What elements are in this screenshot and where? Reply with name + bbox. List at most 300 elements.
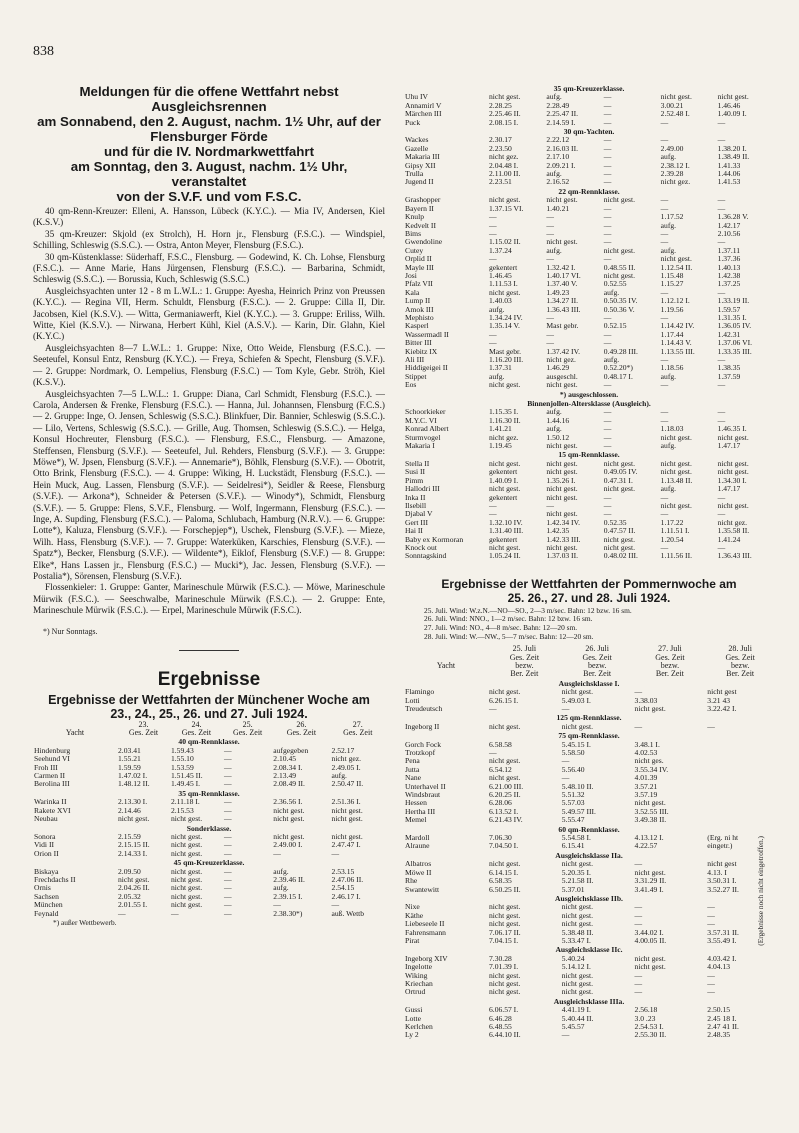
yacht-name: Vidi II bbox=[34, 841, 54, 850]
result-cell: — bbox=[489, 509, 497, 519]
result-cell: 1.37.36 bbox=[717, 254, 741, 264]
result-cell: nicht gest. bbox=[118, 874, 150, 884]
result-cell: 0.49.28 III. bbox=[603, 346, 638, 356]
result-cell bbox=[706, 766, 774, 774]
result-cell: 5.55.47 bbox=[561, 815, 585, 825]
result-cell: 0.52.20*) bbox=[603, 363, 633, 373]
yacht-name: Knock out bbox=[405, 543, 437, 552]
result-cell: — bbox=[634, 859, 643, 869]
result-cell: 1.37.25 bbox=[717, 279, 741, 289]
result-cell: — bbox=[489, 703, 497, 713]
result-cell: 1.42.33 III. bbox=[546, 534, 581, 544]
result-cell: — bbox=[717, 509, 726, 519]
result-cell: — bbox=[603, 500, 612, 510]
result-cell: 1.11.51 I. bbox=[660, 526, 690, 536]
result-cell: 4.01.39 bbox=[634, 773, 658, 783]
yacht-name: Bayern II bbox=[405, 204, 434, 213]
date-header: 26. bbox=[296, 719, 307, 729]
result-cell: — bbox=[717, 117, 726, 127]
yacht-name: Frechdachs II bbox=[34, 875, 76, 884]
result-cell: 4.00.05 II. bbox=[634, 935, 667, 945]
result-cell: 1.49.23 bbox=[546, 287, 570, 297]
result-cell: — bbox=[223, 814, 232, 824]
result-cell: 1.42.31 bbox=[717, 329, 741, 339]
yacht-name: Sonntagskind bbox=[405, 552, 447, 561]
yacht-name: Sachsen bbox=[34, 892, 59, 901]
result-cell: — bbox=[660, 509, 669, 519]
table-row bbox=[404, 937, 774, 945]
yacht-name: Ingelotte bbox=[405, 963, 432, 972]
result-cell: nicht gest. bbox=[170, 866, 203, 876]
result-cell: — bbox=[223, 745, 232, 755]
yacht-name: Ortrud bbox=[405, 988, 426, 997]
title-line: Ergebnisse der Wettfahrten der Münchener Woche am bbox=[48, 692, 370, 707]
result-cell: 1.50.12 bbox=[546, 432, 570, 442]
result-cell bbox=[706, 816, 774, 824]
table-row bbox=[404, 381, 774, 389]
result-cell: nicht gest. bbox=[546, 380, 578, 390]
result-cell: aufg. bbox=[660, 245, 677, 255]
result-cell: nicht gest. bbox=[561, 910, 593, 920]
result-cell: 1.37.40 V. bbox=[546, 279, 578, 289]
result-cell: nicht gest. bbox=[603, 542, 635, 552]
result-cell: 2.15.59 bbox=[118, 831, 141, 841]
result-cell: 1.37.59 bbox=[717, 371, 741, 381]
result-cell: 2.39.46 II. bbox=[273, 874, 305, 884]
result-cell: — bbox=[717, 203, 726, 213]
result-cell: — bbox=[660, 287, 669, 297]
result-cell: nicht gest. bbox=[331, 831, 363, 841]
yacht-name: Bitter III bbox=[405, 339, 432, 348]
result-cell: 1.12.54 II. bbox=[660, 262, 693, 272]
result-cell: 1.15.48 bbox=[660, 270, 684, 280]
result-cell: 0.48.55 II. bbox=[603, 262, 636, 272]
result-cell: 1.32.10 IV. bbox=[489, 517, 523, 527]
result-cell: — bbox=[603, 441, 612, 451]
result-cell: 3.31.29 II. bbox=[634, 876, 667, 886]
result-cell: 4.04.13 bbox=[707, 962, 731, 972]
result-cell: — bbox=[223, 762, 232, 772]
result-cell: 2.46.17 I. bbox=[331, 891, 361, 901]
result-cell: 2.23.51 bbox=[489, 177, 512, 187]
result-cell: 2.56.18 bbox=[634, 1005, 658, 1015]
table-row bbox=[404, 178, 774, 186]
result-cell: 2.51.36 I. bbox=[331, 797, 361, 807]
result-cell: — bbox=[223, 771, 232, 781]
result-cell: 5.14.12 I. bbox=[561, 962, 591, 972]
result-cell: 0.47.57 II. bbox=[603, 526, 636, 536]
result-cell: — bbox=[489, 212, 497, 222]
result-cell: 3.41.49 I. bbox=[634, 884, 664, 894]
entry-paragraph: Ausgleichsyachten unter 12 - 8 m L.W.L.: 1. Gruppe: Ayesha, Heinrich Prinz von Preussen (K.Y.C.). — Regina VII, Herm. Schuldt, Flensburg (F.S.C.). — 2. Gruppe: Cilla II, Dir. Jacobsen, Kiel (K.S.V.). — Witta, Germaniawerft, Kiel (K.Y.C.). — 3. Gruppe: Eriliss, Wilh. Witte, Kiel (K.S.V.). — Nirwana, Herbert Kühl, Kiel (A.S.V.). — Karin, Dir. Glahn, Kiel (K.Y.C.) bbox=[33, 285, 385, 342]
sub-header: bezw. bbox=[587, 660, 607, 670]
result-cell: 1.40.21 bbox=[546, 203, 570, 213]
result-cell: 3.52.27 II. bbox=[707, 884, 739, 894]
result-cell: nicht gest. bbox=[546, 195, 578, 205]
result-cell: nicht gest. bbox=[546, 441, 578, 451]
result-cell: — bbox=[717, 355, 726, 364]
result-cell: 6.21.43 IV. bbox=[489, 815, 523, 825]
result-cell: — bbox=[717, 195, 726, 205]
result-cell: nicht gez. bbox=[331, 754, 362, 764]
result-cell: 1.38.49 II. bbox=[717, 152, 750, 162]
result-cell: 0.50.35 IV. bbox=[603, 296, 638, 306]
wind-line: 25. Juli. Wind: W.z.N.—NO—SO., 2—3 m/sec. Bahn: 12 bzw. 16 sm. bbox=[424, 605, 632, 615]
class-heading: Ausgleichsklasse I. bbox=[558, 678, 620, 688]
result-cell: nicht gest. bbox=[489, 484, 521, 494]
result-cell: 1.19.45 bbox=[489, 441, 512, 451]
result-cell: 3.22.42 I. bbox=[707, 703, 737, 713]
result-cell: 6.44.10 II. bbox=[489, 1030, 521, 1040]
result-cell: — bbox=[660, 542, 669, 552]
result-cell: 2.04.26 II. bbox=[118, 883, 150, 893]
title-line: am Sonnabend, den 2. August, nachm. 1½ Uhr, auf der bbox=[37, 114, 381, 129]
result-cell: — bbox=[603, 237, 612, 247]
result-cell: — bbox=[634, 721, 643, 731]
result-cell: nicht gest. bbox=[170, 900, 203, 910]
result-cell: 1.42.38 bbox=[717, 270, 741, 280]
result-cell: — bbox=[603, 415, 612, 425]
result-cell: 7.04.50 I. bbox=[489, 841, 519, 851]
result-cell: nicht gez. bbox=[660, 177, 691, 187]
result-cell: 1.38.35 bbox=[717, 363, 741, 373]
result-cell: nicht gest. bbox=[603, 195, 635, 205]
result-cell: 1.42.35 bbox=[546, 526, 570, 536]
result-cell: nicht gest. bbox=[546, 542, 578, 552]
result-cell: 7.01.39 I. bbox=[489, 962, 519, 972]
result-cell: 2.45 18 I. bbox=[707, 1013, 737, 1023]
entry-paragraph: 35 qm-Kreuzer: Skjold (ex Strolch), H. Horn jr., Flensburg (F.S.C.). — Windspiel, Schilling, Schleswig (S.S.C.). — Ostra, Anton Meyer, Flensburg (F.S.C.). bbox=[33, 228, 385, 251]
result-cell: nicht gest. bbox=[717, 432, 749, 442]
pommern-title bbox=[404, 577, 774, 605]
yacht-header: Yacht bbox=[65, 728, 85, 738]
result-cell: — bbox=[660, 355, 669, 364]
result-cell: aufg. bbox=[546, 169, 562, 179]
result-cell: 1.46.46 bbox=[717, 100, 741, 110]
result-cell: nicht gest. bbox=[170, 883, 203, 893]
result-cell: 2.08.49 II. bbox=[273, 779, 305, 789]
result-cell: nicht gest. bbox=[170, 891, 203, 901]
result-cell: — bbox=[717, 237, 726, 247]
result-cell: 6.14.15 I. bbox=[489, 867, 519, 877]
yacht-name: Makaria III bbox=[405, 153, 440, 162]
result-cell: 0.47.31 I. bbox=[603, 475, 633, 485]
result-cell: — bbox=[223, 848, 232, 858]
result-cell: 6.58.35 bbox=[489, 876, 512, 886]
result-cell: 1.35.58 II. bbox=[717, 526, 750, 536]
table-row bbox=[33, 850, 385, 858]
result-cell: 2.39.28 bbox=[660, 169, 684, 179]
result-cell: nicht gest. bbox=[489, 919, 521, 929]
result-cell: 5.54.58 I. bbox=[561, 833, 591, 843]
class-heading: 15 qm-Rennklasse. bbox=[558, 450, 620, 460]
yacht-name: Biskaya bbox=[34, 867, 59, 876]
entry-paragraph: Flossenkieler: 1. Gruppe: Ganter, Marineschule Mürwik (F.S.C.). — Möwe, Marineschule Mürwik (F.S.C.). — Seeschwalbe, Marineschule Mürwik (F.S.C.). — 2. Gruppe: Ente, Marineschule Mürwik (F.S.C.). — Erpel, Marineschule Mürwik (F.S.C.). bbox=[33, 582, 385, 616]
yacht-name: Gussi bbox=[405, 1006, 423, 1015]
result-cell: nicht gest. bbox=[489, 859, 521, 869]
result-cell: nicht gest. bbox=[561, 919, 593, 929]
result-cell: 5.49.57 III. bbox=[561, 806, 596, 816]
table-row bbox=[404, 816, 774, 824]
result-cell: — bbox=[489, 329, 497, 339]
result-cell: 2.54.53 I. bbox=[634, 1022, 664, 1031]
result-cell: — bbox=[717, 287, 726, 297]
result-cell: 1.46.35 I. bbox=[717, 424, 747, 434]
result-cell: nicht gest. bbox=[634, 798, 666, 808]
yacht-name: Berolina III bbox=[34, 780, 70, 789]
result-cell: — bbox=[603, 212, 612, 222]
yacht-name: Mayle III bbox=[405, 263, 434, 272]
result-cell: 1.16.20 III. bbox=[489, 355, 524, 364]
result-cell: 2.13.49 bbox=[273, 771, 297, 781]
date-header: 25. bbox=[242, 719, 253, 729]
yacht-name: Jugend II bbox=[405, 178, 434, 187]
result-cell: nicht gest. bbox=[717, 500, 749, 510]
result-cell: 1.31.40 III. bbox=[489, 526, 524, 536]
yacht-name: Ingeborg XIV bbox=[405, 954, 448, 963]
result-cell: 1.33.19 II. bbox=[717, 296, 750, 306]
yacht-name: Cutey bbox=[405, 246, 424, 255]
result-cell: aufg. bbox=[546, 92, 562, 102]
date-header: 28. Juli bbox=[728, 644, 752, 654]
yacht-name: Bims bbox=[405, 229, 422, 238]
yacht-name: Hiddigeigei II bbox=[405, 364, 448, 373]
class-heading: *) ausgeschlossen. bbox=[559, 389, 619, 399]
result-cell: 1.47.02 I. bbox=[118, 771, 148, 781]
result-cell: — bbox=[634, 978, 643, 988]
yacht-name: Froh III bbox=[34, 763, 58, 772]
result-cell: aufg. bbox=[660, 371, 677, 381]
result-cell: — bbox=[223, 866, 232, 876]
result-cell: — bbox=[561, 703, 570, 713]
result-cell: — bbox=[717, 542, 726, 552]
result-cell: aufg. bbox=[546, 407, 562, 417]
class-heading-row bbox=[404, 390, 774, 399]
result-cell: 2.54.15 bbox=[331, 883, 355, 893]
result-cell: 4.02.53 bbox=[634, 748, 658, 757]
result-cell: 2.11.18 I. bbox=[170, 797, 200, 807]
result-cell: 3.57.19 bbox=[634, 790, 658, 800]
result-cell: — bbox=[634, 919, 643, 929]
yacht-name: Baby ex Kormoran bbox=[405, 535, 464, 544]
sub-header: Ber. Zeit bbox=[583, 669, 612, 679]
result-cell: — bbox=[707, 721, 715, 731]
yacht-name: Wiking bbox=[405, 971, 428, 980]
class-heading: Ausgleichsklasse IIIa. bbox=[553, 996, 625, 1006]
class-heading: 60 qm-Rennklasse. bbox=[558, 824, 620, 834]
yacht-name: Rhe bbox=[405, 877, 418, 886]
muenchen-table-continued bbox=[404, 84, 774, 561]
yacht-name: Kedvelt II bbox=[405, 221, 436, 230]
yacht-name: Möwe II bbox=[405, 868, 432, 877]
table-row bbox=[404, 988, 774, 996]
sub-header: Ges. Zeit bbox=[232, 728, 263, 738]
result-cell: nicht gest. bbox=[561, 721, 593, 731]
result-cell: 7.04.15 I. bbox=[489, 935, 519, 945]
result-cell: 1.05.24 II. bbox=[489, 551, 521, 561]
result-cell: nicht gest. bbox=[603, 534, 635, 544]
pommern-table bbox=[404, 645, 774, 1040]
table-row bbox=[404, 741, 774, 749]
result-cell: gekentert bbox=[489, 534, 518, 544]
title-line: am Sonntag, den 3. August, nachm. 1½ Uhr, veranstaltet bbox=[70, 159, 348, 189]
result-cell: 1.37.24 bbox=[489, 245, 512, 255]
result-cell: 3.00.21 bbox=[660, 100, 684, 110]
sub-header: Ges. Zeit bbox=[725, 652, 755, 662]
entry-paragraph: Ausgleichsyachten 7—5 L.W.L.: 1. Gruppe: Diana, Carl Schmidt, Flensburg (F.S.C.). — Carola, Andersen & Frenke, Flensburg (F.S.C.). — Hanna, Jul. Johannsen, Flensburg (F.C.S.) — 2. Gruppe: Inge, O. Jensen, Schleswig (S.S.C.). Blinkfuer, Dir. Bannier, Schleswig (S.S.C.). — Lilo, Vertens, Schleswig (S.S.C.). — Grille, Aug. Thomsen, Schleswig (S.S.C.). — Helga, Konsul Hochreuter, Flensburg (F.S.C.). — Flensburg, F.S.C., Flensburg. — Amazone, Steffensen, Flensburg (S.V.F.). — Seeteufel, Jul. Rehders, Flensburg (S.V.F.). — 3. Gruppe: Möwe*), W. Jpsen, Flensburg (S.V.F.). — Annemarie*), Böhlk, Flensburg (S.V.F.). — Obotrit, Otto Brink, Flensburg (F.S.C.). — 4. Gruppe: Wiking, H. Luckstädt, Flensburg (F.S.C.). — Hein Muck, Aug. Lassen, Flensburg (S.V.F.). — Seidelresi*), Seidler & Reese, Flensburg (S.V.F.). — Arkona*), Schneider & Petersen (S.V.F.). — Winody*), Schmidt, Flensburg (S.V.F.). — 5. Gruppe: Flens, S.V.F., Flensburg. — Wolf, Ingermann, Flensburg (F.S.C.). — Inge, A. Supding, Flensburg (F.S.C.). — Paloma, Schlubach, Hamburg (N.R.V.). — 6. Gruppe: Lotte*), Kaluza, Flensburg (S.V.F.). — Forschepjep*), Uschek, Flensburg (S.V.F.). — Mieze, Wilh. Hass, Flensburg (S.V.F.). — 7. Gruppe: Waterküken, Karschies, Flensburg (S.V.F.). — Spatz*), Becker, Flensburg (S.V.F.). — Wildente*), Eiklof, Flensburg (S.V.F.) — 8. Gruppe: Elke*, Hans Lassen jr., Flensburg (F.S.C.) — Mucki*), Jac. Jessen, Flensburg (S.V.F.). — Postalia*), Sörensen, Flensburg (S.V.F.). bbox=[33, 388, 385, 581]
table-row bbox=[404, 791, 774, 799]
result-cell: aufg. bbox=[273, 883, 289, 893]
result-cell: 6.26.15 I. bbox=[489, 695, 519, 705]
date-header: 27. Juli bbox=[658, 644, 682, 654]
result-cell: 7.06.17 II. bbox=[489, 927, 521, 937]
result-cell: — bbox=[546, 220, 554, 230]
result-cell: — bbox=[660, 312, 669, 322]
result-cell: 5.57.03 bbox=[561, 798, 585, 808]
result-cell: 5.49.03 I. bbox=[561, 695, 591, 705]
result-cell: 2.09.21 I. bbox=[546, 160, 576, 170]
result-cell: — bbox=[707, 919, 715, 929]
result-cell: 0.50.36 V. bbox=[603, 304, 635, 314]
result-cell: — bbox=[546, 500, 554, 510]
result-cell: nicht gest. bbox=[717, 92, 749, 102]
result-cell: Mast gebr. bbox=[546, 321, 579, 331]
result-cell: — bbox=[603, 109, 612, 119]
sub-header: Ges. Zeit bbox=[582, 652, 612, 662]
result-cell: 2.55.30 II. bbox=[634, 1030, 667, 1040]
result-cell: nicht gest. bbox=[546, 458, 578, 468]
result-cell: nicht gest. bbox=[170, 874, 203, 884]
result-cell: nicht gest. bbox=[546, 467, 578, 477]
result-cell: — bbox=[223, 900, 232, 910]
result-cell: — bbox=[273, 848, 281, 858]
result-cell: nicht gest. bbox=[660, 467, 692, 477]
result-cell: 6.20.25 II. bbox=[489, 790, 521, 800]
result-cell: 6.21.00 III. bbox=[489, 781, 524, 791]
result-cell: — bbox=[634, 987, 643, 997]
result-cell: 2.50.47 II. bbox=[331, 779, 364, 789]
yacht-name: Orplid II bbox=[405, 255, 432, 264]
class-heading: 35 qm-Rennklasse. bbox=[178, 788, 240, 798]
yacht-name: Treudeutsch bbox=[405, 704, 443, 713]
result-cell: 1.46.29 bbox=[546, 363, 570, 373]
yacht-name: Knulp bbox=[405, 213, 424, 222]
result-cell: — bbox=[561, 756, 570, 766]
pommern-table-body bbox=[404, 679, 774, 1040]
class-heading: Ausgleichsklasse IIc. bbox=[555, 945, 623, 955]
result-cell: — bbox=[118, 908, 126, 918]
class-heading: Ausgleichsklasse IIb. bbox=[555, 893, 623, 903]
result-cell: nicht gest. bbox=[489, 380, 521, 390]
result-cell: 3.38.03 bbox=[634, 695, 658, 705]
result-cell: 1.12.12 I. bbox=[660, 296, 690, 306]
result-cell: 6.28.06 bbox=[489, 798, 512, 808]
result-cell bbox=[706, 749, 774, 757]
yacht-name: Warinka II bbox=[34, 798, 67, 807]
class-heading: 45 qm-Kreuzerklasse. bbox=[173, 858, 245, 868]
result-cell: 1.40.09 I. bbox=[717, 109, 747, 119]
result-cell: — bbox=[660, 135, 669, 145]
result-cell: 5.48.10 II. bbox=[561, 781, 594, 791]
result-cell: 3.57.31 II. bbox=[707, 927, 739, 937]
result-cell: 2.15.53 bbox=[170, 805, 194, 815]
entry-paragraph: Ausgleichsyachten 8—7 L.W.L.: 1. Gruppe: Nixe, Otto Weide, Flensburg (F.S.C.). — Seeteufel, Konsul Entz, Rensburg (K.Y.C.). — Freya, Schiefen & Specht, Flensburg (S.V.F.). — 2. Gruppe: Nordmark, O. Lempelius, Flensburg (F.S.C.) — Tom Kyle, Gebr. Ströh, Kiel (K.S.V.). bbox=[33, 342, 385, 388]
sub-header: Ges. Zeit bbox=[286, 728, 317, 738]
yacht-name: Sturmvogel bbox=[405, 433, 441, 442]
result-cell: Mast gebr. bbox=[489, 346, 522, 356]
result-cell: 4.03.42 I. bbox=[707, 953, 737, 963]
result-cell: — bbox=[223, 883, 232, 893]
table-row bbox=[404, 757, 774, 765]
result-cell: nicht gest. bbox=[603, 270, 635, 280]
result-cell: — bbox=[717, 380, 726, 390]
title-line: 25. 26., 27. und 28. Juli 1924. bbox=[507, 590, 671, 605]
result-cell: — bbox=[603, 135, 612, 145]
result-cell: — bbox=[603, 432, 612, 442]
result-cell: 2.01.55 I. bbox=[118, 900, 148, 910]
date-header: 23. bbox=[138, 719, 149, 729]
result-cell: 2.48.35 bbox=[707, 1030, 731, 1040]
sub-header: Ges. Zeit bbox=[509, 652, 540, 662]
wind-line: 27. Juli. Wind: NO., 4—8 m/sec. Bahn: 12—20 sm. bbox=[424, 622, 578, 632]
result-cell: nicht gest. bbox=[660, 458, 692, 468]
result-cell: aufg. bbox=[603, 355, 620, 364]
yacht-name: Gazelle bbox=[405, 144, 429, 153]
result-cell: — bbox=[603, 228, 612, 238]
result-cell: — bbox=[603, 177, 612, 187]
result-cell: 1.36.05 IV. bbox=[717, 321, 752, 331]
result-cell: 1.11.53 I. bbox=[489, 279, 518, 289]
result-cell: 0.52.35 bbox=[603, 517, 627, 527]
result-cell: 1.31.35 I. bbox=[717, 312, 747, 322]
divider bbox=[179, 650, 239, 651]
result-cell: nicht gest. bbox=[170, 814, 203, 824]
yacht-name: Gipsy XII bbox=[405, 161, 436, 170]
yacht-name: Kriechan bbox=[405, 979, 433, 988]
result-cell: 2.14.59 I. bbox=[546, 117, 576, 127]
result-cell: nicht gest. bbox=[561, 859, 593, 869]
yacht-name: Unterhavel II bbox=[405, 782, 446, 791]
yacht-name: Seehund VI bbox=[34, 755, 70, 764]
result-cell: 5.40.44 II. bbox=[561, 1013, 594, 1023]
right-column bbox=[404, 84, 774, 1040]
result-cell: nicht gest. bbox=[273, 814, 305, 824]
yacht-name: Pfalz VII bbox=[405, 280, 433, 289]
result-cell: — bbox=[717, 415, 726, 425]
yacht-name: Ilsebill bbox=[405, 501, 427, 510]
yacht-name: Annamirl V bbox=[405, 101, 442, 110]
result-cell: 1.40.09 I. bbox=[489, 475, 519, 485]
result-cell: 6.06.57 I. bbox=[489, 1005, 519, 1015]
entry-paragraph: 40 qm-Renn-Kreuzer: Elleni, A. Hansson, Lübeck (K.Y.C.). — Mia IV, Andersen, Kiel (K.S.V.) bbox=[33, 206, 385, 228]
result-cell: — bbox=[707, 970, 715, 980]
class-heading: 30 qm-Yachten. bbox=[563, 127, 615, 137]
result-cell: — bbox=[660, 237, 669, 247]
result-cell: 3.49.38 II. bbox=[634, 815, 667, 825]
yacht-name: Fahrensmann bbox=[405, 928, 446, 937]
result-cell: auß. Wettb bbox=[331, 908, 365, 918]
result-cell: 1.37.42 IV. bbox=[546, 346, 580, 356]
result-cell: nicht gest. bbox=[561, 902, 593, 912]
result-cell: — bbox=[603, 407, 612, 417]
result-cell: — bbox=[223, 840, 232, 850]
result-cell: 1.11.56 II. bbox=[660, 551, 693, 561]
sub-header: Ges. Zeit bbox=[343, 728, 373, 738]
result-cell: — bbox=[660, 415, 669, 425]
result-cell: gekentert bbox=[489, 467, 518, 477]
result-cell: 0.48.02 III. bbox=[603, 551, 638, 561]
result-cell: 1.33.35 III. bbox=[717, 346, 752, 356]
